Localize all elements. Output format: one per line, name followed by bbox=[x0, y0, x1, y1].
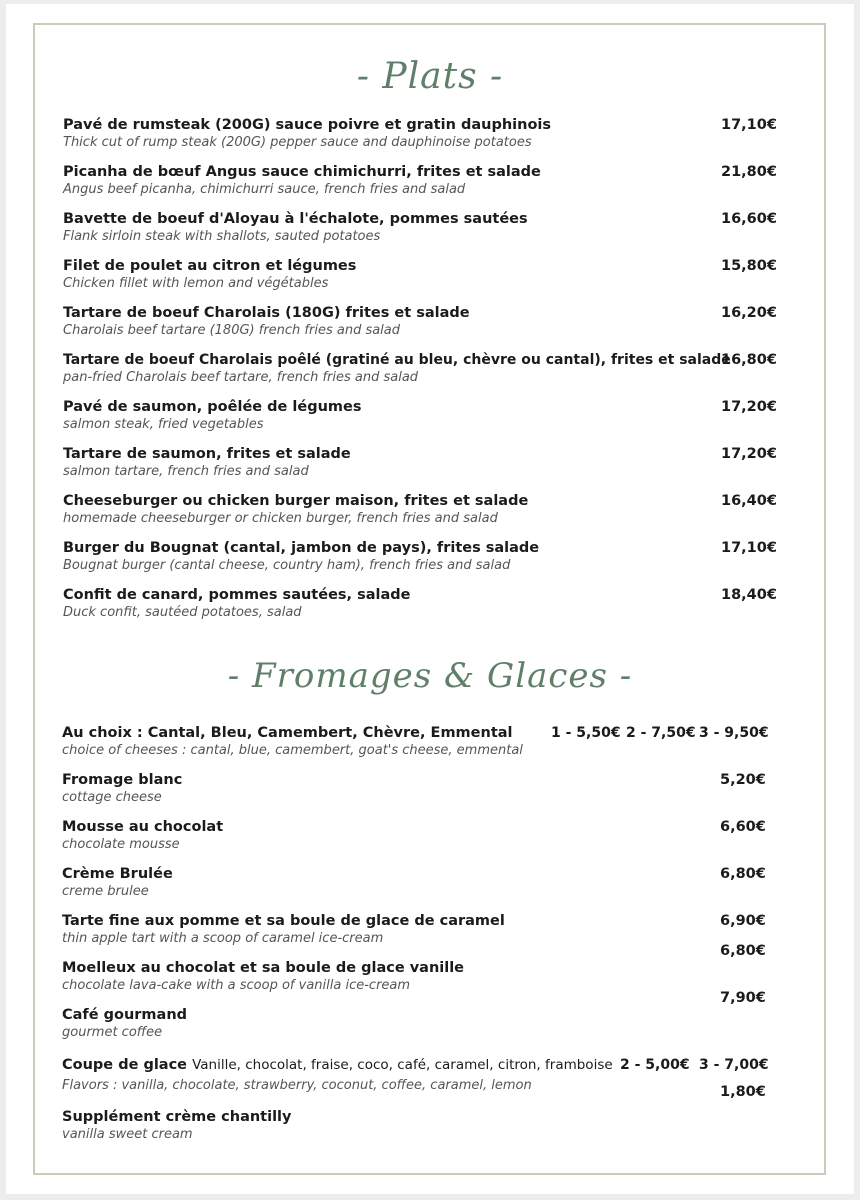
section-title-fromages-glaces: - Fromages & Glaces - bbox=[227, 656, 633, 696]
item-price: 7,90€ bbox=[720, 990, 766, 1006]
item-description: chocolate lava-cake with a scoop of vanilla ice-cream bbox=[62, 978, 411, 993]
item-description: salmon steak, fried vegetables bbox=[63, 417, 264, 432]
item-description: pan-fried Charolais beef tartare, french fries and salad bbox=[63, 370, 419, 385]
item-name: Filet de poulet au citron et légumes bbox=[63, 258, 357, 274]
item-description: Flavors : vanilla, chocolate, strawberry, coconut, coffee, caramel, lemon bbox=[62, 1078, 532, 1093]
item-price: 17,10€ bbox=[721, 540, 777, 556]
price-tier: 2 - 5,00€ bbox=[620, 1057, 690, 1073]
item-price: 21,80€ bbox=[721, 164, 777, 180]
item-price: 6,90€ bbox=[720, 913, 766, 929]
item-description: chocolate mousse bbox=[62, 837, 180, 852]
item-name: Tartare de boeuf Charolais poêlé (gratiné au bleu, chèvre ou cantal), frites et salade bbox=[63, 352, 731, 368]
item-description: Duck confit, sautéed potatoes, salad bbox=[63, 605, 302, 620]
item-price: 5,20€ bbox=[720, 772, 766, 788]
item-name: Bavette de boeuf d'Aloyau à l'échalote, pommes sautées bbox=[63, 211, 528, 227]
item-name: Mousse au chocolat bbox=[62, 819, 224, 835]
item-description: creme brulee bbox=[62, 884, 149, 899]
item-price: 6,80€ bbox=[720, 943, 766, 959]
item-name: Tartare de saumon, frites et salade bbox=[63, 446, 351, 462]
item-name: Picanha de bœuf Angus sauce chimichurri, frites et salade bbox=[63, 164, 541, 180]
item-description: thin apple tart with a scoop of caramel ice-cream bbox=[62, 931, 384, 946]
item-price: 16,80€ bbox=[721, 352, 777, 368]
item-name: Crème Brulée bbox=[62, 866, 173, 882]
item-description: Angus beef picanha, chimichurri sauce, french fries and salad bbox=[63, 182, 466, 197]
item-name: Moelleux au chocolat et sa boule de glace vanille bbox=[62, 960, 465, 976]
item-name: Tarte fine aux pomme et sa boule de glace de caramel bbox=[62, 913, 505, 929]
price-tier: 3 - 7,00€ bbox=[699, 1057, 769, 1073]
item-name: Confit de canard, pommes sautées, salade bbox=[63, 587, 411, 603]
item-price: 18,40€ bbox=[721, 587, 777, 603]
item-price: 15,80€ bbox=[721, 258, 777, 274]
item-price: 1,80€ bbox=[720, 1084, 766, 1100]
coupe-name: Coupe de glace bbox=[62, 1057, 188, 1073]
item-name: Cheeseburger ou chicken burger maison, frites et salade bbox=[63, 493, 529, 509]
item-price: 16,20€ bbox=[721, 305, 777, 321]
item-description: Bougnat burger (cantal cheese, country ham), french fries and salad bbox=[63, 558, 511, 573]
item-description: homemade cheeseburger or chicken burger, french fries and salad bbox=[63, 511, 498, 526]
item-price: 6,60€ bbox=[720, 819, 766, 835]
item-price: 16,40€ bbox=[721, 493, 777, 509]
price-tier: 3 - 9,50€ bbox=[699, 725, 769, 741]
item-name: Tartare de boeuf Charolais (180G) frites et salade bbox=[63, 305, 470, 321]
item-price: 17,20€ bbox=[721, 446, 777, 462]
item-description: salmon tartare, french fries and salad bbox=[63, 464, 309, 479]
item-description: gourmet coffee bbox=[62, 1025, 163, 1040]
price-tier: 1 - 5,50€ bbox=[551, 725, 621, 741]
item-name: Burger du Bougnat (cantal, jambon de pays), frites salade bbox=[63, 540, 540, 556]
item-name: Pavé de saumon, poêlée de légumes bbox=[63, 399, 362, 415]
item-description: Flank sirloin steak with shallots, sauted potatoes bbox=[63, 229, 381, 244]
section-title-plats: - Plats - bbox=[356, 56, 504, 97]
item-name: Supplément crème chantilly bbox=[62, 1109, 292, 1125]
item-price: 17,10€ bbox=[721, 117, 777, 133]
item-description: Thick cut of rump steak (200G) pepper sauce and dauphinoise potatoes bbox=[63, 135, 532, 150]
item-name: Au choix : Cantal, Bleu, Camembert, Chèvre, Emmental bbox=[62, 725, 513, 741]
item-price: 16,60€ bbox=[721, 211, 777, 227]
item-name: Pavé de rumsteak (200G) sauce poivre et gratin dauphinois bbox=[63, 117, 552, 133]
item-price: 6,80€ bbox=[720, 866, 766, 882]
item-description: choice of cheeses : cantal, blue, camembert, goat's cheese, emmental bbox=[62, 743, 523, 758]
item-name: Café gourmand bbox=[62, 1007, 188, 1023]
coupe-flavours: Vanille, chocolat, fraise, coco, café, caramel, citron, framboise bbox=[192, 1057, 613, 1073]
item-name: Fromage blanc bbox=[62, 772, 183, 788]
item-description: Charolais beef tartare (180G) french fries and salad bbox=[63, 323, 401, 338]
item-name bbox=[62, 1057, 613, 1073]
item-description: cottage cheese bbox=[62, 790, 162, 805]
item-price: 17,20€ bbox=[721, 399, 777, 415]
item-description: vanilla sweet cream bbox=[62, 1127, 193, 1142]
item-description: Chicken fillet with lemon and végétables bbox=[63, 276, 329, 291]
menu-page bbox=[6, 4, 854, 1194]
price-tier: 2 - 7,50€ bbox=[626, 725, 696, 741]
